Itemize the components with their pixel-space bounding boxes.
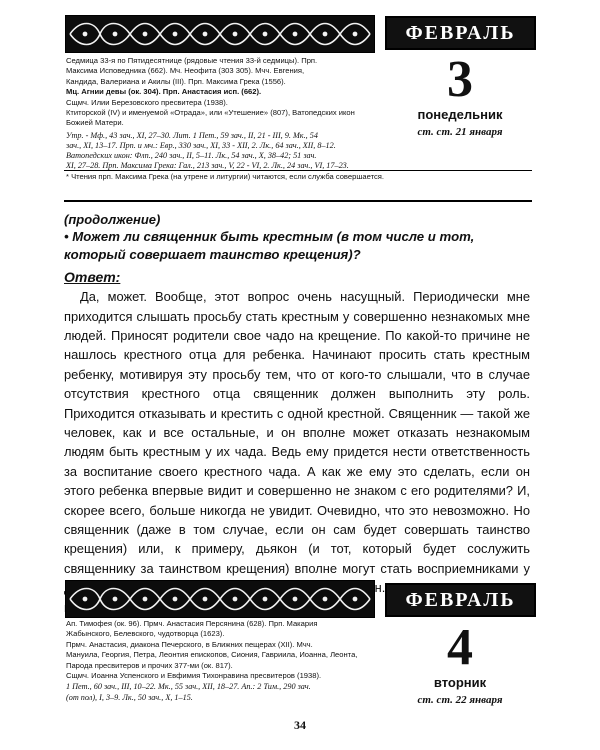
- saints-line: Кандида, Валериана и Акилы (III). Прп. Максима Грека (1556).: [66, 76, 286, 86]
- answer-text: Да, может. Вообще, этот вопрос очень насущный. Периодически мне приходится слышать просьбу стать крестным у совершенно незнакомых мне людей. Приносят родители свое чадо на крещение. По какой-то причине не нашлось крестного отца для ребенка. Начинают просить стать крестным ребенку, мотивируя эту просьбу тем, что от кого-то слышали, что в случае отсутствия крестного отца священник должен выполнить эту роль. Приходится отказывать и крестить с одной крестной. Священник — такой же человек, как и все остальные, и он вполне может отказать незнакомым людям быть крестным у их чада. Ведь ему придется нести ответственность за воспитание своего крестного чада. А как же ему это сделать, если он этого ребенка впервые видит и совершенно не знаком с его родителями? И, скорее всего, больше никогда не увидит. Очевидно, что это невозможно. Но священник (даже в том случае, если он сам будет совершать таинство крещения) или, к примеру, дьякон (и тот, который будет сослужить священнику за таинством крещения) вполне могут стать восприемниками у: [64, 289, 530, 576]
- saints-line: Прмч. Анастасия, диакона Печерского, в Ближних пещерах (XII). Мчч.: [66, 639, 313, 649]
- month-label-bottom: ФЕВРАЛЬ: [385, 583, 536, 617]
- page-number: 34: [294, 718, 306, 732]
- saints-line: Сщмч. Илии Березовского пресвитера (1938).: [66, 97, 228, 107]
- month-label-top: ФЕВРАЛЬ: [385, 16, 536, 50]
- divider-top-footnote: [64, 170, 532, 171]
- ornament-pattern: [66, 581, 374, 617]
- weekday-bottom: вторник: [433, 675, 487, 690]
- saints-line: Седмица 33-я по Пятидесятнице (рядовые чтения 33-й седмицы). Прп.: [66, 56, 318, 65]
- reading-line: 1 Пет., 60 зач., III, 10–22. Мк., 55 зач., XII, 18–27. Ап.: 2 Тим., 290 зач.: [66, 682, 311, 692]
- footnote-top: * Чтения прп. Максима Грека (на утрене и литургии) читаются, если служба совершается.: [66, 172, 385, 181]
- saints-line: Ктиторской (IV) и именуемой «Отрада», или «Утешение» (807), Ватопедских икон Божией Матери.: [66, 108, 355, 128]
- ornament-band-top: [65, 15, 375, 53]
- day-number-top: 3: [447, 51, 473, 108]
- question-text: • Может ли священник быть крестным (в том числе и тот, который совершает таинство крещения)?: [64, 229, 475, 262]
- reading-line: зач., XI, 13–17. Прп. и мч.: Евр., 330 зач., XI, 33 - XII, 2. Лк., 64 зач., XII, 8–12.: [66, 141, 336, 151]
- readings-bottom: [66, 682, 382, 702]
- answer-label: Ответ:: [64, 269, 121, 286]
- saints-line: Максима Исповедника (662). Мч. Неофита (303 305). Мчч. Евгения,: [66, 66, 305, 76]
- reading-line: XI, 27–28. Прп. Максима Грека: Гал., 213 зач., V, 22 - VI, 2. Лк., 24 зач., VI, 17–23.: [66, 161, 349, 171]
- readings-top: [66, 131, 382, 172]
- reading-line: Утр. - Мф., 43 зач., XI, 27–30. Лит. 1 Пет., 59 зач., II, 21 - III, 9. Мк., 54: [66, 130, 318, 140]
- saints-line: Мц. Агнии девы (ок. 304). Прп. Анастасия исп. (662).: [66, 87, 262, 97]
- ornament-pattern: [66, 16, 374, 52]
- saints-list-top: [66, 56, 382, 172]
- day-number-bottom: 4: [447, 619, 473, 676]
- saints-line: Сщмч. Иоанна Успенского и Евфимия Тихонравина пресвитеров (1938).: [66, 671, 322, 681]
- ornament-band-bottom: [65, 580, 375, 618]
- weekday-top: понедельник: [417, 107, 503, 122]
- old-style-date-bottom: ст. ст. 22 января: [417, 694, 503, 706]
- saints-list-bottom: [66, 619, 382, 703]
- reading-line: Ватопедских икон: Флп., 240 зач., II, 5–11. Лк., 54 зач., X, 38–42; 51 зач.: [66, 151, 317, 161]
- divider-top: [64, 200, 532, 202]
- saints-line: Ап. Тимофея (ок. 96). Прмч. Анастасия Персянина (628). Прп. Макария: [66, 619, 318, 628]
- qa-section: [64, 212, 530, 617]
- saints-line: Мануила, Георгия, Петра, Леонтия епископов, Сиония, Гавриила, Иоанна, Леонта, Парода пресвитеров и прочих 377-ми (ок. 817).: [66, 650, 358, 670]
- continued-label: (продолжение): [64, 212, 161, 227]
- reading-line: (от пол), I, 3–9. Лк., 50 зач., X, 1–15.: [66, 692, 193, 702]
- saints-line: Жабынского, Белевского, чудотворца (1623).: [66, 629, 225, 639]
- old-style-date-top: ст. ст. 21 января: [417, 126, 503, 138]
